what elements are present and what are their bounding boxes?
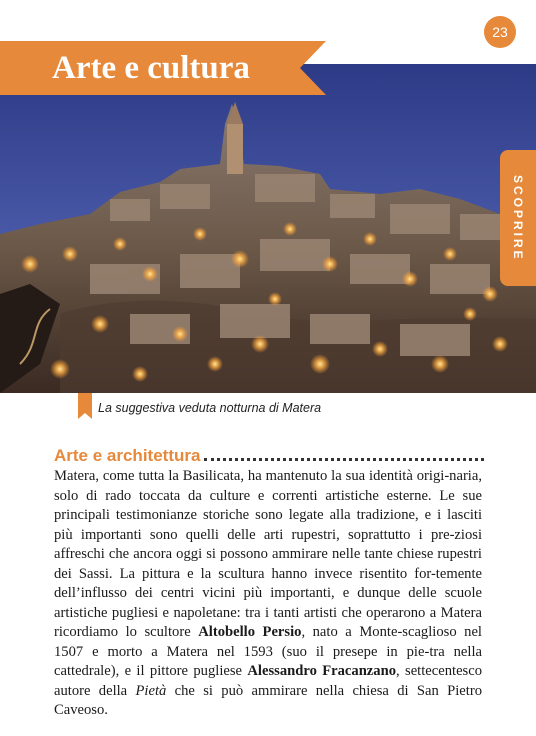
matera-night-photo <box>0 64 536 393</box>
text-run: , nato a Monte-scaglioso nel 1507 e morto a Matera nel 1593 (suo il presepe in pie-tra nella cattedrale), e il pittore pugliese <box>54 624 482 679</box>
section-heading <box>54 446 484 466</box>
caption-flag-icon <box>78 393 92 419</box>
name-altobello-persio: Altobello Persio <box>198 624 302 640</box>
page-number: 23 <box>484 16 516 48</box>
page-title: Arte e cultura <box>52 50 250 86</box>
dotted-leader <box>204 457 484 461</box>
name-alessandro-fracanzano: Alessandro Fracanzano <box>247 663 396 679</box>
photo-caption: La suggestiva veduta notturna di Matera <box>98 401 322 415</box>
side-tab-label[interactable]: SCOPRIRE <box>511 174 525 262</box>
section-title: Arte e architettura <box>54 446 201 465</box>
body-paragraph <box>54 467 482 721</box>
text-run: , settecentesco autore della <box>54 663 482 699</box>
text-run: Matera, come tutta la Basilicata, ha mantenuto la sua identità origi-naria, solo di rado toccata da culture e correnti artistiche esterne. Le sue principali testimonianze storiche sono legate alla tradizione, e i lasciti più importanti sono quelli delle arti rupestri, soprattutto i pre-ziosi affreschi che ancora oggi si possono ammirare nelle tante chiese rupestri dei Sassi. La pittura e la scultura hanno invece risentito for-temente dell’influsso dei centri vicini più importanti, e dunque delle scuole artistiche pugliesi e napoletane: tra i tanti artisti che operarono a Matera ricordiamo lo scultore <box>54 468 482 640</box>
artwork-title: Pietà <box>135 682 167 699</box>
text-run: che si può ammirare nella chiesa di San Pietro Caveoso. <box>54 682 482 718</box>
